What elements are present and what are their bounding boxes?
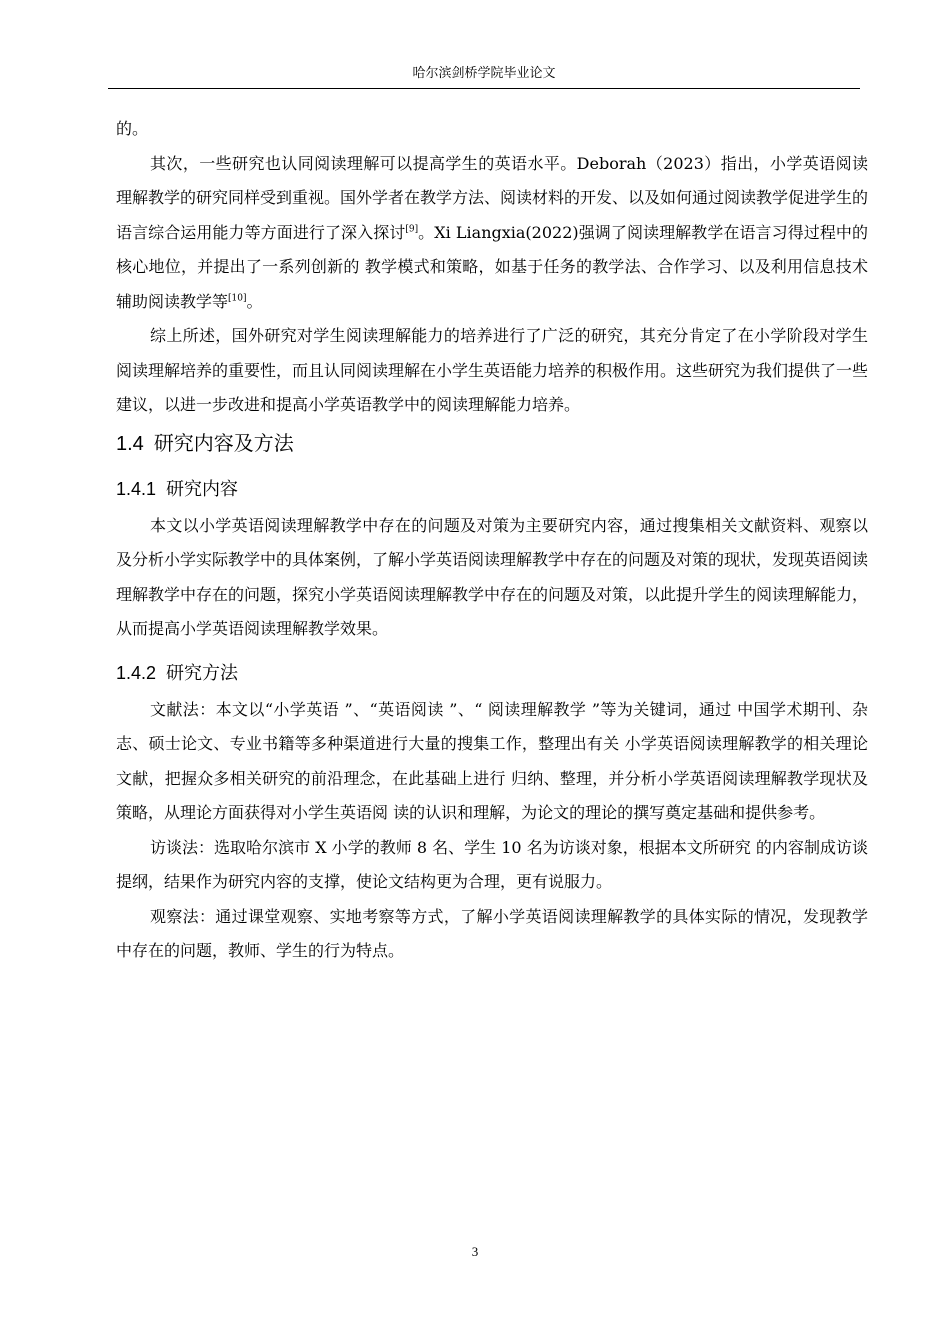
citation-ref-10: [10] bbox=[228, 293, 247, 304]
running-header-title: 哈尔滨剑桥学院毕业论文 bbox=[412, 66, 556, 81]
paragraph-text: 其次，一些研究也认同阅读理解可以提高学生的英语水平。Deborah（2023）指出，小学英语阅读理解教学的研究同样受到重视。国外学者在教学方法、阅读材料的开发、以及如何通过阅读教学促进学生的语言综合运用能力等方面进行了深入探讨 bbox=[116, 153, 869, 242]
subsection-title: 研究方法 bbox=[166, 662, 239, 684]
paragraph-text: 。 bbox=[246, 291, 263, 311]
paragraph-foreign-research bbox=[116, 147, 868, 320]
paragraph-observation-method: 观察法：通过课堂观察、实地考察等方式，了解小学英语阅读理解教学的具体实际的情况，发现教学中存在的问题，教师、学生的行为特点。 bbox=[116, 906, 868, 960]
paragraph-summary: 综上所述，国外研究对学生阅读理解能力的培养进行了广泛的研究，其充分肯定了在小学阶段对学生阅读理解培养的重要性，而且认同阅读理解在小学生英语能力培养的积极作用。这些研究为我们提供了一些建议，以进一步改进和提高小学英语教学中的阅读理解能力培养。 bbox=[116, 326, 869, 414]
subsection-heading-1-4-2 bbox=[116, 653, 868, 693]
page-body bbox=[116, 112, 868, 969]
subsection-number: 1.4.1 bbox=[116, 478, 157, 499]
paragraph-continuation: 的。 bbox=[116, 119, 149, 138]
paragraph-interview-method: 访谈法：选取哈尔滨市 X 小学的教师 8 名、学生 10 名为访谈对象，根据本文所研究 的内容制成访谈提纲，结果作为研究内容的支撑，使论文结构更为合理，更有说服力。 bbox=[116, 837, 868, 891]
paragraph-text: 。Xi Liangxia(2022)强调了阅读理解教学在语言习得过程中的核心地位，并提出了一系列创新的 教学模式和策略，如基于任务的教学法、合作学习、以及利用信息技术辅助阅读教学等 bbox=[116, 222, 868, 311]
page-number: 3 bbox=[471, 1244, 479, 1259]
section-title: 研究内容及方法 bbox=[153, 430, 294, 455]
running-header bbox=[108, 60, 860, 89]
paragraph-research-content: 本文以小学英语阅读理解教学中存在的问题及对策为主要研究内容，通过搜集相关文献资料、观察以及分析小学实际教学中的具体案例，了解小学英语阅读理解教学中存在的问题及对策的现状，发现英语阅读理解教学中存在的问题，探究小学英语阅读理解教学中存在的问题及对策，以此提升学生的阅读理解能力，从而提高小学英语阅读理解教学效果。 bbox=[116, 515, 869, 638]
subsection-title: 研究内容 bbox=[166, 478, 239, 500]
citation-ref-9: [9] bbox=[405, 224, 419, 235]
section-number: 1.4 bbox=[116, 432, 144, 455]
subsection-heading-1-4-1 bbox=[116, 469, 868, 509]
section-heading-1-4 bbox=[116, 423, 868, 463]
subsection-number: 1.4.2 bbox=[116, 662, 157, 683]
paragraph-literature-method: 文献法：本文以“小学英语 ”、“英语阅读 ”、“ 阅读理解教学 ”等为关键词，通过 中国学术期刊、杂志、硕士论文、专业书籍等多种渠道进行大量的搜集工作，整理出有关 小学英语阅读理解教学的相关理论文献，把握众多相关研究的前沿理念，在此基础上进行 归纳、整理，并分析小学英语阅读理解教学现状及策略，从理论方面获得对小学生英语阅 读的认识和理解，为论文的理论的撰写奠定基础和提供参考。 bbox=[116, 699, 868, 822]
